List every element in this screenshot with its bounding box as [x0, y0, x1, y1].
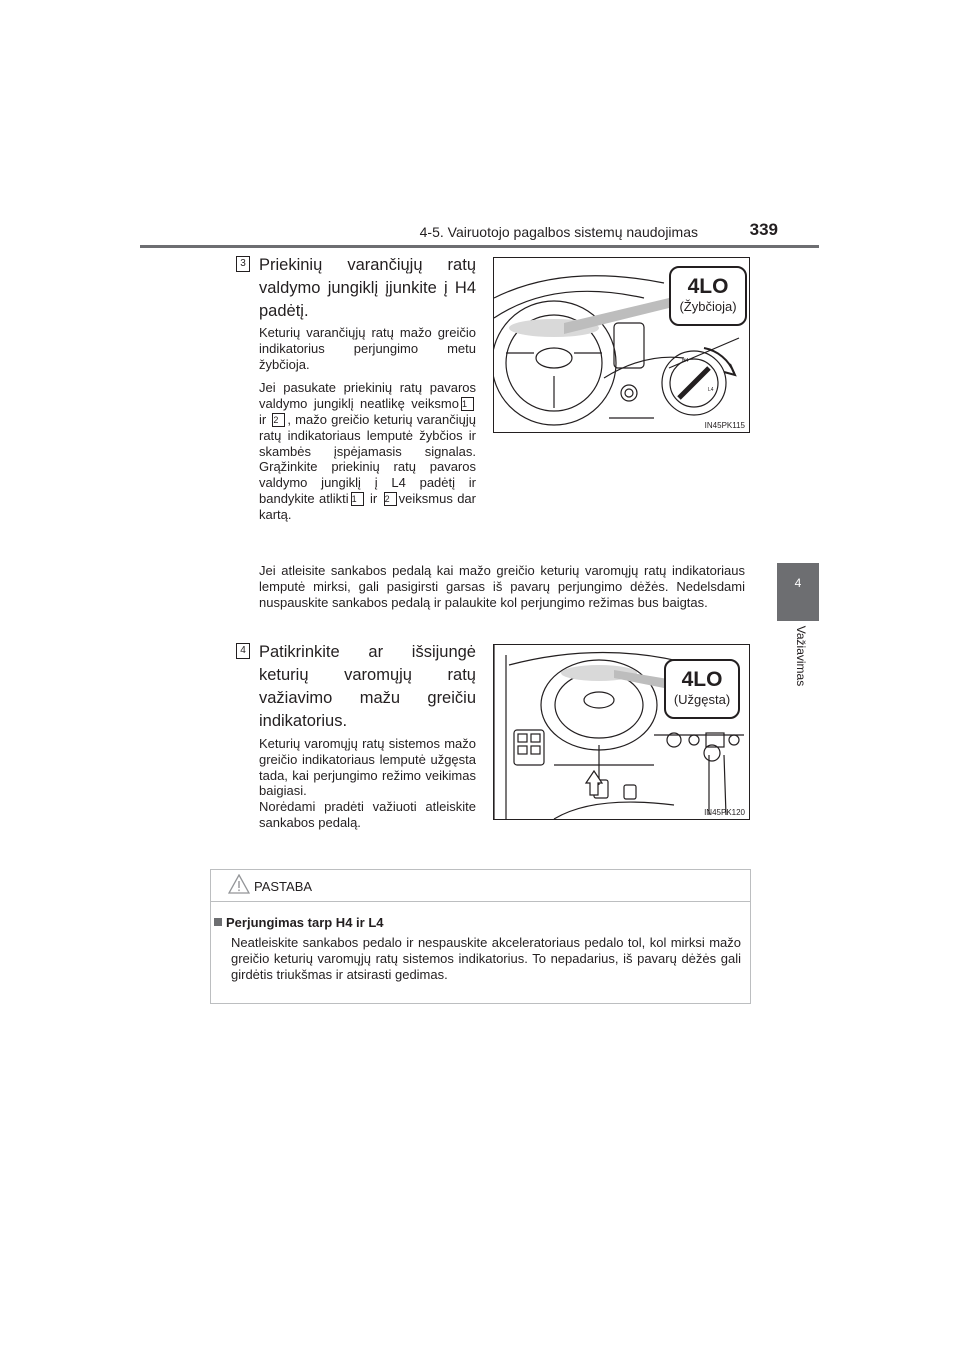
- step-4-title: Patikrinkite ar išsijungė keturių varomųjų ratų važiavimo mažu greičiu indikatorius.: [259, 643, 476, 730]
- step-3-body: [259, 325, 476, 531]
- step-ref-marker: 2: [384, 492, 397, 506]
- note-header: [211, 870, 750, 902]
- step-marker-4: 4: [236, 643, 250, 659]
- figure-dashboard-switch: [493, 257, 750, 433]
- figure-code: IN45PK120: [704, 808, 745, 817]
- step-ref-marker: 1: [461, 397, 474, 411]
- indicator-label: 4LO: [687, 275, 729, 298]
- step-3-text-d: ir: [365, 490, 382, 506]
- note-label: PASTABA: [254, 879, 313, 894]
- step-3-paragraph-1: Keturių varančiųjų ratų mažo greičio indikatorius perjungimo metu žybčioja.: [259, 325, 476, 372]
- step-3-text-b: ir: [259, 411, 271, 427]
- note-box: [210, 869, 751, 1004]
- step-4-paragraph-1: Keturių varomųjų ratų sistemos mažo greičio indikatoriaus lemputė užgęsta tada, kai perjungimo režimo veikimas baigiasi.: [259, 736, 476, 799]
- chapter-tab-label: Važiavimas: [794, 625, 808, 687]
- dial-label-h4: H4: [682, 358, 689, 364]
- chapter-tab-number: 4: [794, 576, 802, 590]
- chapter-tab: [777, 563, 819, 621]
- figure-cabin-pedals: [493, 644, 750, 820]
- step-3-text-c: , mažo greičio keturių varančiųjų ratų indikatoriaus lemputė žybčios ir skambės įspėjamasis signalas. Grąžinkite priekinių ratų pavaros valdymo jungiklį į L4 padėtį ir bandykite atlikti: [259, 411, 476, 506]
- step-3-text-e: veiksmus dar kartą.: [259, 490, 476, 522]
- step-ref-marker: 1: [351, 492, 364, 506]
- step-3-warning-paragraph: Jei atleisite sankabos pedalą kai mažo greičio keturių varomųjų ratų indikatoriaus lemputė mirksi, gali pasigirsti garsas iš pavarų perjungimo dėžės. Nedelsdami nuspauskite sankabos pedalą ir palaukite kol perjungimo režimas bus baigtas.: [259, 563, 745, 610]
- indicator-callout-flashing: [669, 266, 747, 326]
- step-3-text-a: Jei pasukate priekinių ratų pavaros valdymo jungiklį neatlikę veiksmo: [259, 380, 476, 412]
- caution-icon: [228, 874, 250, 894]
- note-text: Neatleiskite sankabos pedalo ir nespauskite akceleratoriaus pedalo tol, kol mirksi mažo greičio keturių varomųjų ratų sistemos indikatorius. To nepadarius, iš pavarų dėžės gali girdėtis triukšmas ir atsirasti gedimas.: [231, 935, 741, 982]
- step-3-title: Priekinių varančiųjų ratų valdymo jungiklį įjunkite į H4 padėtį.: [259, 256, 476, 320]
- step-3-paragraph-2: [259, 380, 476, 522]
- header-rule: [140, 245, 819, 248]
- step-4-body: [259, 736, 476, 831]
- indicator-callout-off: [664, 659, 740, 719]
- note-title-text: Perjungimas tarp H4 ir L4: [226, 915, 384, 930]
- square-bullet-icon: [214, 918, 222, 926]
- step-4-paragraph-2: Norėdami pradėti važiuoti atleiskite sankabos pedalą.: [259, 799, 476, 830]
- dial-label-l4: L4: [708, 387, 714, 393]
- step-ref-marker: 2: [272, 413, 285, 427]
- section-title: 4-5. Vairuotojo pagalbos sistemų naudojimas: [419, 224, 698, 240]
- step-marker-3: 3: [236, 256, 250, 272]
- indicator-state: (Žybčioja): [679, 299, 737, 314]
- page-number: 339: [749, 220, 778, 239]
- indicator-label: 4LO: [681, 668, 723, 691]
- note-title: [214, 915, 384, 930]
- indicator-state: (Užgęsta): [673, 692, 731, 707]
- figure-code: IN45PK115: [704, 421, 745, 430]
